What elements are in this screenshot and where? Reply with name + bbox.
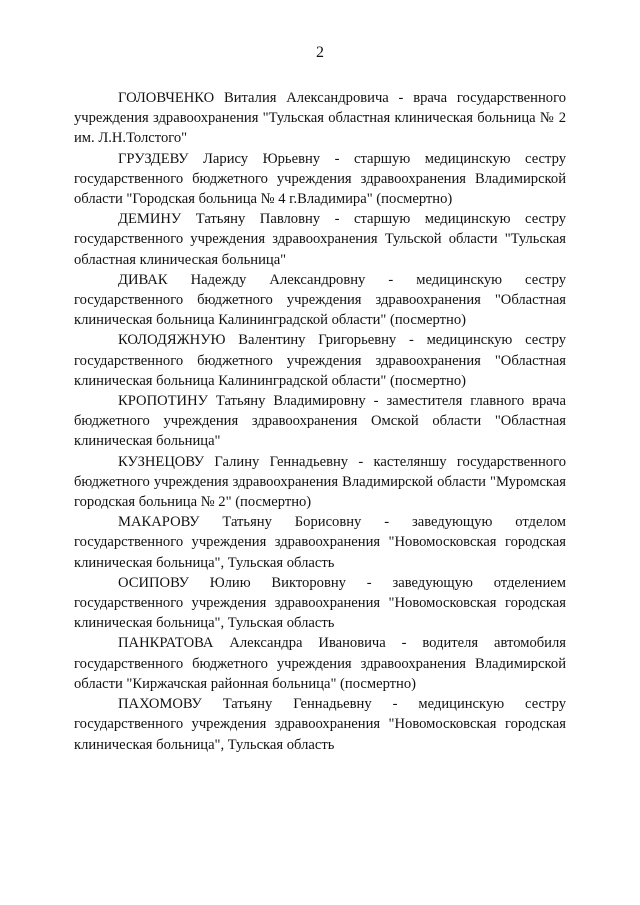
award-entry: ДЕМИНУ Татьяну Павловну - старшую медицинскую сестру государственного учреждения здравоохранения Тульской области "Тульская областная клиническая больница" xyxy=(74,211,566,268)
award-entry: ГРУЗДЕВУ Ларису Юрьевну - старшую медицинскую сестру государственного бюджетного учреждения здравоохранения Владимирской области "Городская больница № 4 г.Владимира" (посмертно) xyxy=(74,150,566,208)
award-entry: КОЛОДЯЖНУЮ Валентину Григорьевну - медицинскую сестру государственного бюджетного учреждения здравоохранения "Областная клиническая больница Калининградской области" (посмертно) xyxy=(74,332,566,389)
award-entry: ПАНКРАТОВА Александра Ивановича - водителя автомобиля государственного бюджетного учреждения здравоохранения Владимирской области "Киржачская районная больница" (посмертно) xyxy=(74,635,566,692)
award-entry: ПАХОМОВУ Татьяну Геннадьевну - медицинскую сестру государственного учреждения здравоохранения "Новомосковская городская клиническая больница", Тульская область xyxy=(74,696,566,753)
award-entry: ГОЛОВЧЕНКО Виталия Александровича - врача государственного учреждения здравоохранения "Тульская областная клиническая больница № 2 им. Л.Н.Толстого" xyxy=(74,90,566,147)
award-entry: КУЗНЕЦОВУ Галину Геннадьевну - кастеляншу государственного бюджетного учреждения здравоохранения Владимирской области "Муромская городская больница № 2" (посмертно) xyxy=(74,453,566,511)
award-entry: МАКАРОВУ Татьяну Борисовну - заведующую отделом государственного учреждения здравоохранения "Новомосковская городская клиническая больница", Тульская область xyxy=(74,514,566,571)
page-number: 2 xyxy=(316,44,324,61)
award-list xyxy=(74,88,566,755)
award-entry: КРОПОТИНУ Татьяну Владимировну - заместителя главного врача бюджетного учреждения здравоохранения Омской области "Областная клиническая больница" xyxy=(74,393,566,450)
award-entry: ДИВАК Надежду Александровну - медицинскую сестру государственного бюджетного учреждения здравоохранения "Областная клиническая больница Калининградской области" (посмертно) xyxy=(74,271,566,329)
award-entry: ОСИПОВУ Юлию Викторовну - заведующую отделением государственного учреждения здравоохранения "Новомосковская городская клиническая больница", Тульская область xyxy=(74,574,566,632)
